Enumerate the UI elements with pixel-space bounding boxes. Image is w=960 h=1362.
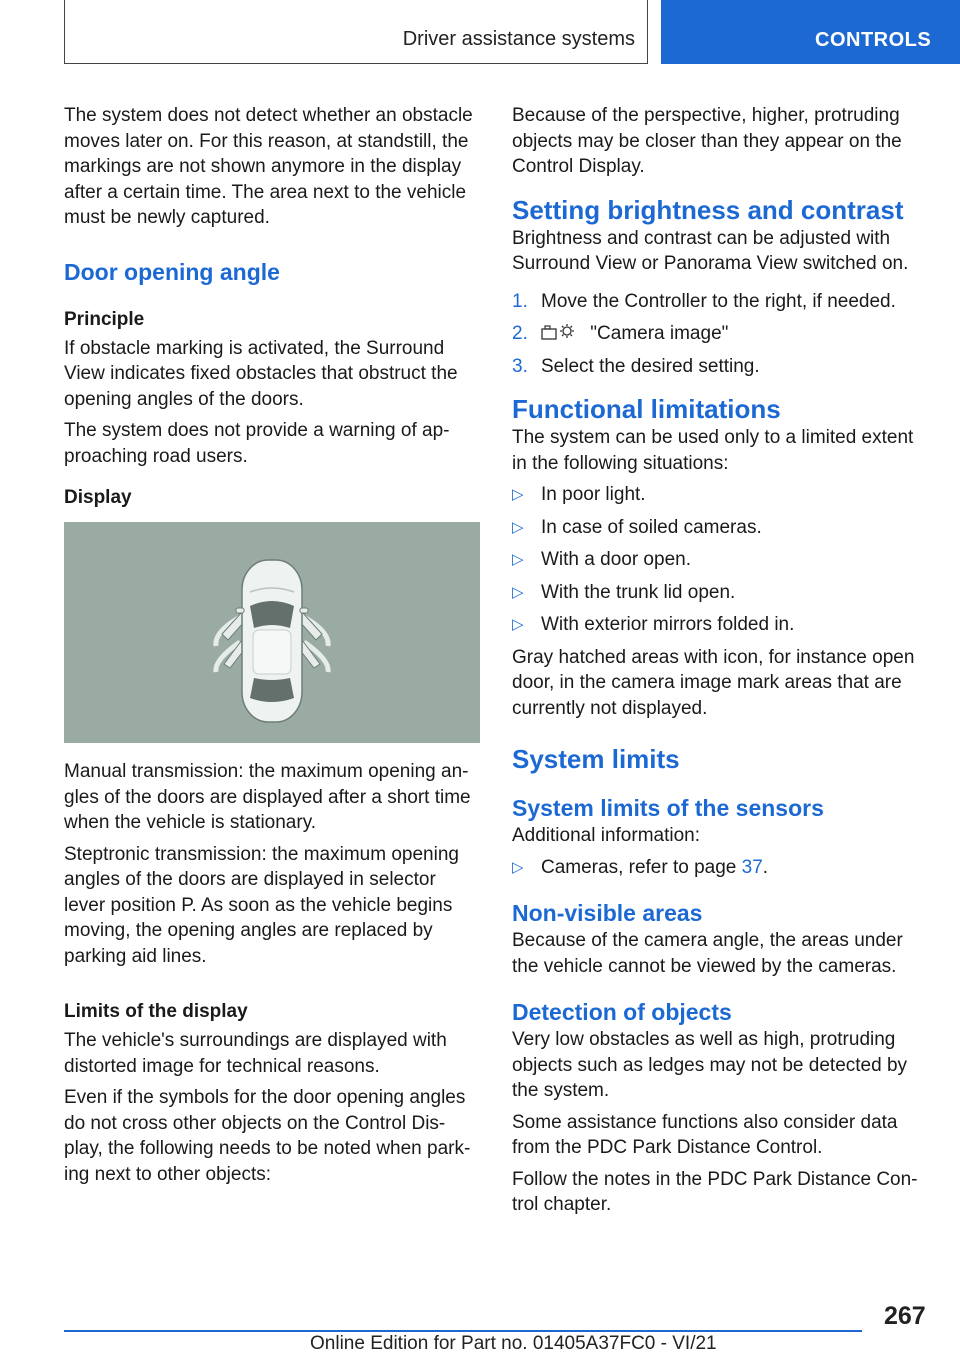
- door-opening-figure: [64, 522, 480, 743]
- triangle-bullet-icon: ▷: [512, 486, 524, 503]
- limits-paragraph-2: Even if the symbols for the door opening angles do not cross other objects on the Control Dis-play, the following needs to be noted when park-ing next to other objects:: [64, 1087, 471, 1185]
- chapter-tab-label: CONTROLS: [815, 29, 932, 51]
- page-number: 267: [884, 1302, 926, 1330]
- sensor-list: [512, 855, 922, 881]
- sensor-limits-heading: System limits of the sensors: [512, 795, 824, 821]
- list-item-text: With exterior mirrors folded in.: [541, 614, 795, 635]
- additional-info: Additional information:: [512, 825, 700, 846]
- page-link[interactable]: 37: [741, 856, 763, 878]
- list-item: [512, 482, 922, 508]
- nonvisible-paragraph: Because of the camera angle, the areas under the vehicle cannot be viewed by the cameras.: [512, 930, 903, 977]
- detection-paragraph-2: Some assistance functions also consider data from the PDC Park Distance Control.: [512, 1111, 898, 1158]
- triangle-bullet-icon: ▷: [512, 551, 524, 568]
- edition-text: Online Edition for Part no. 01405A37FC0 - VI/21: [310, 1333, 717, 1354]
- step-number: 1.: [512, 290, 528, 312]
- functional-paragraph: The system can be used only to a limited extent in the following situations:: [512, 427, 914, 474]
- brightness-paragraph: Brightness and contrast can be adjusted with Surround View or Panorama View switched on.: [512, 227, 909, 274]
- step-text: "Camera image": [590, 323, 729, 344]
- step-text: Select the desired setting.: [541, 355, 760, 377]
- nonvisible-heading: Non-visible areas: [512, 900, 703, 926]
- detection-heading: Detection of objects: [512, 999, 732, 1025]
- limits-heading: Limits of the display: [64, 1001, 248, 1022]
- step-item: [512, 289, 922, 315]
- system-limits-heading: System limits: [512, 744, 680, 774]
- gray-hatched-paragraph: Gray hatched areas with icon, for instance open door, in the camera image mark areas that are currently not displayed.: [512, 646, 915, 719]
- cameras-ref-end: .: [762, 856, 769, 878]
- cameras-ref-text: Cameras, refer to page: [541, 856, 742, 878]
- perspective-paragraph: Because of the perspective, higher, protruding objects may be closer than they appear on the Control Display.: [512, 105, 902, 177]
- limits-paragraph-1: The vehicle's surroundings are displayed with distorted image for technical reasons.: [64, 1030, 447, 1077]
- right-column: [512, 103, 922, 1224]
- footer-divider: [64, 1330, 862, 1332]
- chapter-tab[interactable]: [661, 0, 960, 64]
- step-number: 3.: [512, 355, 528, 377]
- list-item-text: In poor light.: [541, 484, 646, 505]
- principle-paragraph-2: The system does not provide a warning of ap-proaching road users.: [64, 420, 450, 467]
- triangle-bullet-icon: ▷: [512, 583, 524, 601]
- list-item: [512, 515, 922, 541]
- step-item: [512, 321, 922, 347]
- brightness-heading: Setting brightness and contrast: [512, 194, 904, 225]
- triangle-bullet-icon: ▷: [512, 616, 524, 633]
- display-heading: Display: [64, 487, 132, 508]
- step-number: 2.: [512, 323, 528, 344]
- list-item: [512, 855, 922, 881]
- list-item: [512, 612, 922, 638]
- left-column: [64, 103, 482, 1193]
- step-item: [512, 354, 922, 380]
- section-title: Driver assistance systems: [402, 28, 635, 50]
- brightness-steps: [512, 289, 922, 380]
- functional-list: [512, 482, 922, 638]
- page-header: [0, 0, 960, 66]
- principle-paragraph-1: If obstacle marking is activated, the Surround View indicates fixed obstacles that obstruct the opening angles of the doors.: [64, 337, 458, 410]
- list-item-text: With the trunk lid open.: [541, 581, 736, 603]
- car-top-view-illustration: [64, 522, 480, 743]
- camera-settings-icon: [541, 322, 577, 342]
- principle-heading: Principle: [64, 308, 145, 330]
- list-item-text: With a door open.: [541, 549, 691, 570]
- detection-paragraph-1: Very low obstacles as well as high, protruding objects such as ledges may not be detected by the system.: [512, 1029, 908, 1101]
- detection-paragraph-3: Follow the notes in the PDC Park Distance Con-trol chapter.: [512, 1168, 918, 1215]
- list-item-text: In case of soiled cameras.: [541, 516, 762, 538]
- step-text: Move the Controller to the right, if needed.: [541, 290, 896, 312]
- list-item: [512, 547, 922, 573]
- intro-paragraph: The system does not detect whether an obstacle moves later on. For this reason, at standstill, the markings are not shown anymore in the display after a certain time. The area next to the vehicle must be newly captured.: [64, 105, 473, 228]
- manual-transmission-paragraph: Manual transmission: the maximum opening an-gles of the doors are displayed after a short time when the vehicle is stationary.: [64, 761, 471, 833]
- triangle-bullet-icon: ▷: [512, 858, 524, 876]
- list-item: [512, 580, 922, 606]
- triangle-bullet-icon: ▷: [512, 518, 524, 536]
- door-opening-heading: Door opening angle: [64, 258, 280, 285]
- functional-limitations-heading: Functional limitations: [512, 394, 781, 424]
- steptronic-paragraph: Steptronic transmission: the maximum opening angles of the doors are displayed in selector lever position P. As soon as the vehicle begins moving, the opening angles are replaced by parking aid lines.: [64, 843, 459, 967]
